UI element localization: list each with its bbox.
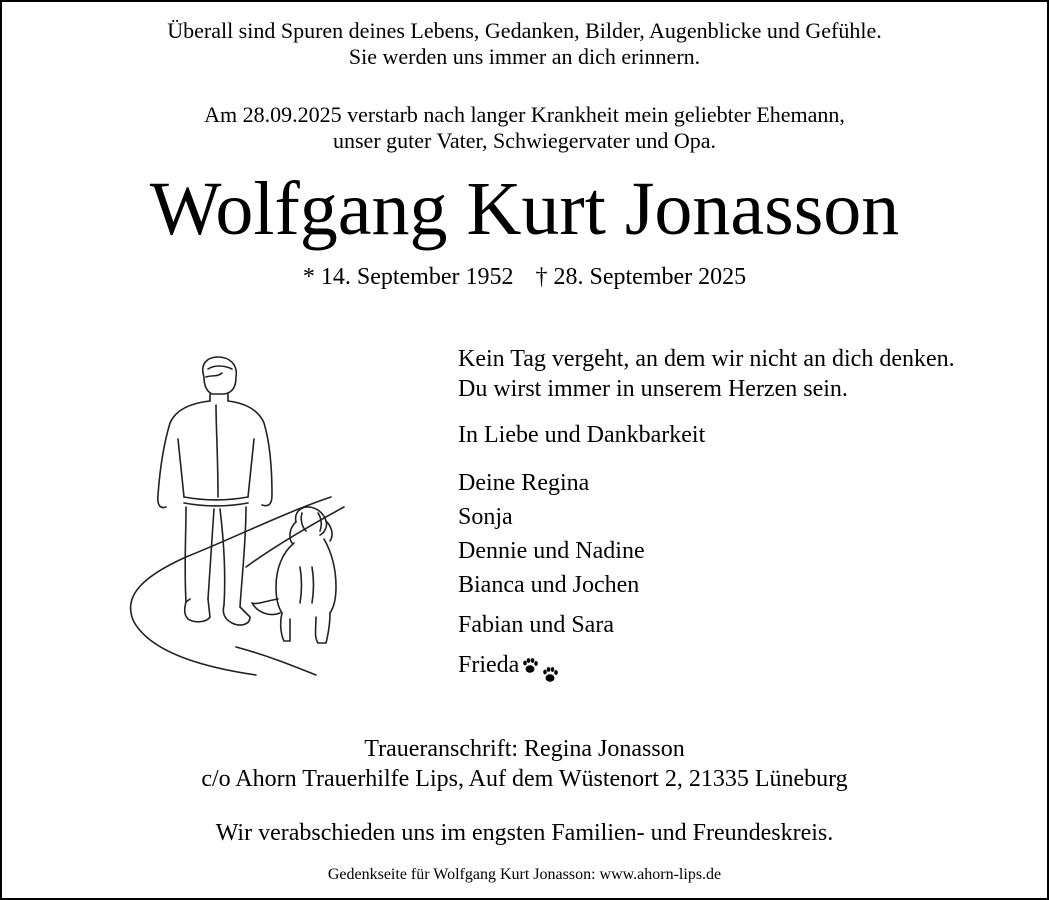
family-member: Deine Regina — [458, 470, 590, 496]
paw-prints-icon — [521, 655, 565, 685]
death-date: † 28. September 2025 — [535, 264, 747, 290]
family-member: Sonja — [458, 504, 513, 530]
man-walking-with-dog-illustration — [126, 347, 356, 677]
family-member-pet-label: Frieda — [458, 652, 520, 678]
poem-line-2: Du wirst immer in unserem Herzen sein. — [458, 376, 848, 402]
death-notice — [2, 102, 1047, 154]
intro-line-1: Überall sind Spuren deines Lebens, Gedanken, Bilder, Augenblicke und Gefühle. — [167, 18, 882, 43]
intro-text — [2, 18, 1047, 70]
life-dates — [2, 262, 1047, 292]
family-member-pet — [458, 648, 645, 682]
deceased-name: Wolfgang Kurt Jonasson — [149, 167, 900, 251]
intro-line-2: Sie werden uns immer an dich erinnern. — [348, 44, 701, 69]
birth-date: * 14. September 1952 — [302, 264, 514, 290]
family-member: Dennie und Nadine — [458, 538, 645, 564]
memorial-page-link[interactable]: Gedenkseite für Wolfgang Kurt Jonasson: www.ahorn-lips.de — [327, 866, 722, 883]
family-list — [458, 466, 645, 682]
poem-line-1: Kein Tag vergeht, an dem wir nicht an dich denken. — [458, 346, 955, 372]
family-member: Bianca und Jochen — [458, 572, 640, 598]
family-member: Fabian und Sara — [458, 612, 614, 638]
thanks-line: In Liebe und Dankbarkeit — [458, 422, 706, 448]
death-notice-line-2: unser guter Vater, Schwiegervater und Opa. — [333, 128, 716, 153]
address-line-2: c/o Ahorn Trauerhilfe Lips, Auf dem Wüstenort 2, 21335 Lüneburg — [201, 766, 848, 792]
poem — [458, 344, 955, 404]
address-line-1: Traueranschrift: Regina Jonasson — [364, 736, 685, 762]
death-notice-line-1: Am 28.09.2025 verstarb nach langer Krankheit mein geliebter Ehemann, — [204, 102, 845, 127]
mourning-address — [2, 734, 1047, 794]
farewell-note: Wir verabschieden uns im engsten Familien- und Freundeskreis. — [215, 820, 834, 846]
